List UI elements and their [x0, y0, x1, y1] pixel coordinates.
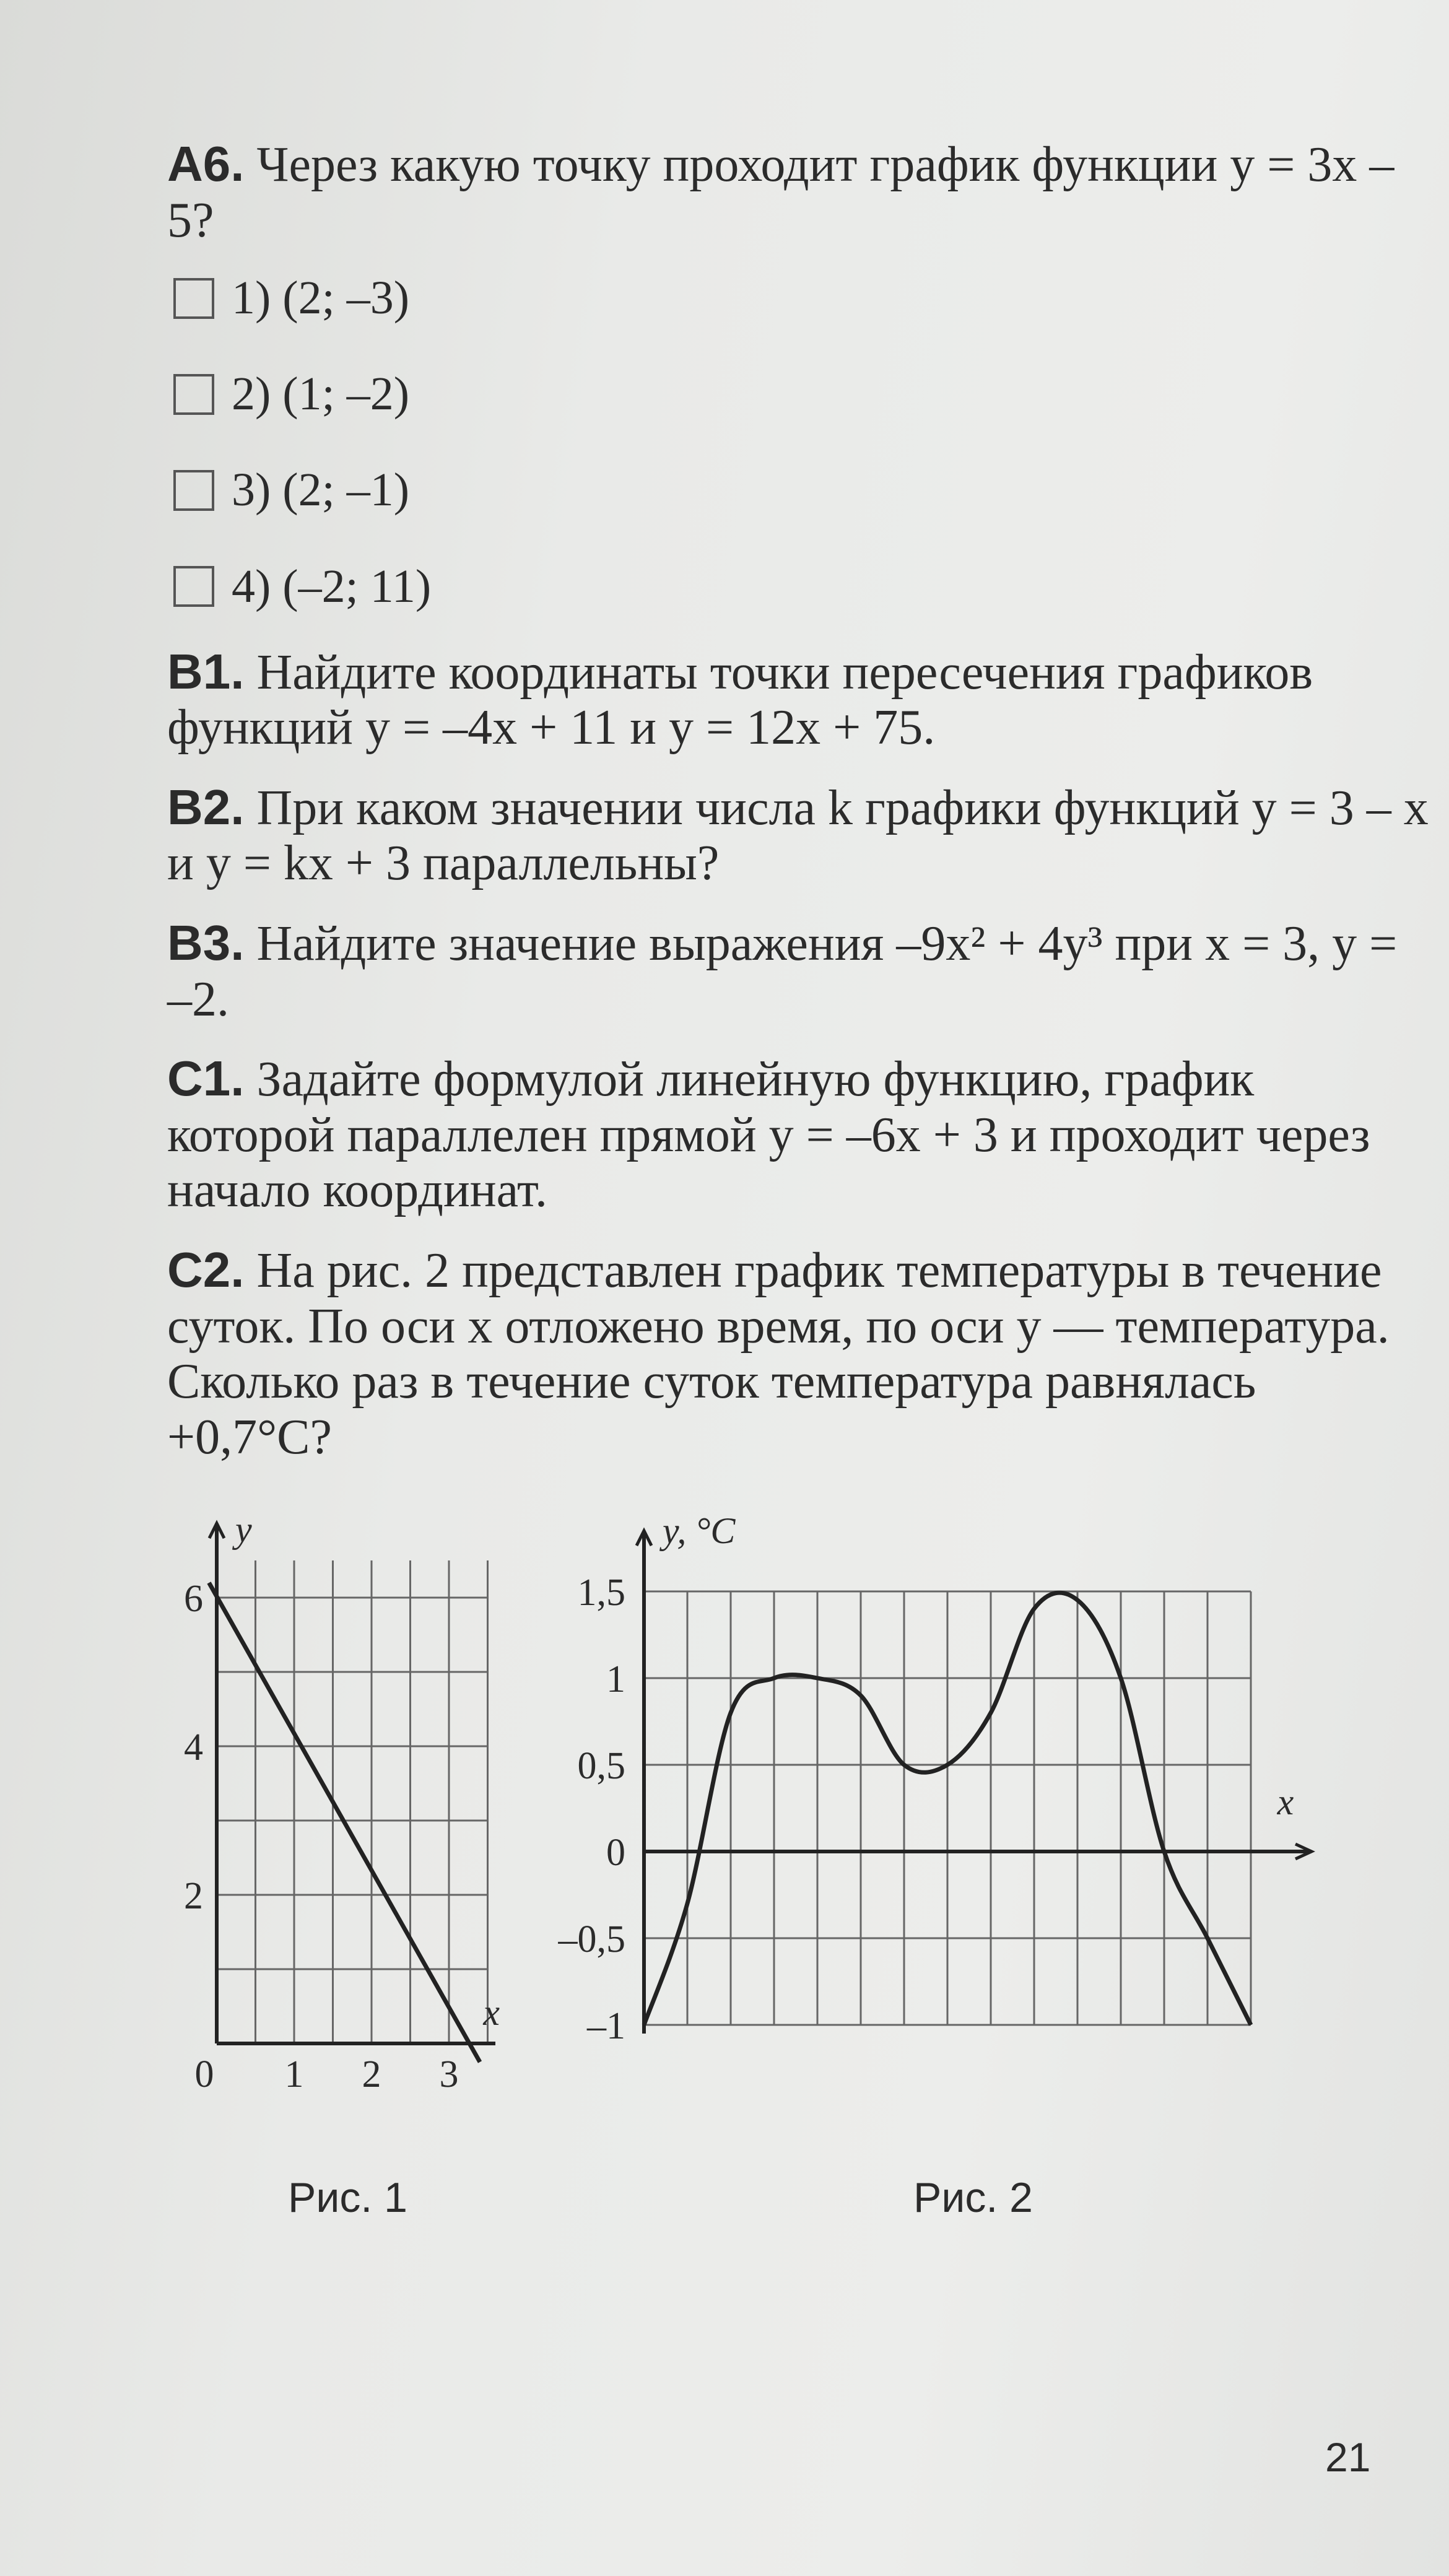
y-axis-label: y, °C: [663, 1510, 736, 1551]
task-id: B1.: [167, 643, 245, 699]
task-b1: [167, 644, 1430, 756]
checkbox[interactable]: [173, 278, 214, 319]
task-id: B2.: [167, 779, 245, 835]
task-id: А6.: [167, 136, 245, 191]
figure-1-caption: Рис. 1: [288, 2174, 407, 2221]
task-text: Найдите координаты точки пересечения графиков функций y = –4x + 11 и y = 12x + 75.: [167, 645, 1313, 755]
x-tick-label: 3: [439, 2053, 459, 2095]
y-tick-label: 0: [606, 1832, 625, 1874]
y-tick-label: –0,5: [558, 1918, 625, 1960]
option-label: 3) (2; –1): [232, 464, 410, 516]
y-tick-label: 2: [184, 1875, 203, 1917]
y-tick-label: 4: [184, 1726, 203, 1769]
page-number: 21: [1325, 2434, 1371, 2480]
option-2[interactable]: [173, 368, 1430, 420]
figure-1-chart: [167, 1509, 514, 2167]
task-text: На рис. 2 представлен график температуры в течение суток. По оси x отложено время, по оси y — температура. Сколько раз в течение суток температура равнялась +0,7°C?: [167, 1243, 1390, 1464]
task-id: C2.: [167, 1242, 245, 1297]
option-3[interactable]: [173, 464, 1430, 516]
option-label: 2) (1; –2): [232, 368, 410, 420]
y-tick-label: –1: [587, 2005, 625, 2047]
y-tick-label: 1,5: [577, 1572, 625, 1614]
x-tick-label: 1: [284, 2053, 304, 2095]
task-a6: [167, 136, 1430, 248]
task-text: Найдите значение выражения –9x² + 4y³ при x = 3, y = –2.: [167, 916, 1398, 1027]
checkbox[interactable]: [173, 566, 214, 607]
task-text: Задайте формулой линейную функцию, график которой параллелен прямой y = –6x + 3 и проходит через начало координат.: [167, 1052, 1370, 1218]
task-b2: [167, 780, 1430, 892]
y-tick-label: 1: [606, 1658, 625, 1700]
y-tick-label: 0,5: [577, 1745, 625, 1787]
figures: [167, 1509, 1406, 2291]
task-c1: [167, 1051, 1430, 1219]
y-tick-label: 6: [184, 1578, 203, 1620]
option-1[interactable]: [173, 272, 1430, 324]
option-4[interactable]: [173, 560, 1430, 613]
task-id: C1.: [167, 1051, 245, 1107]
x-tick-label: 2: [362, 2053, 381, 2095]
task-b3: [167, 915, 1430, 1027]
page-content: [167, 136, 1430, 1489]
task-text: При каком значении числа k графики функций y = 3 – x и y = kx + 3 параллельны?: [167, 780, 1429, 891]
task-text: Через какую точку проходит график функции y = 3x – 5?: [167, 137, 1395, 248]
option-label: 4) (–2; 11): [232, 560, 432, 612]
x-axis-label: x: [483, 1992, 500, 2033]
option-label: 1) (2; –3): [232, 272, 410, 324]
checkbox[interactable]: [173, 470, 214, 511]
task-c2: [167, 1242, 1430, 1465]
series-line: [209, 1583, 481, 2062]
task-id: B3.: [167, 915, 245, 970]
figure-2-chart: [551, 1510, 1418, 2167]
x-axis-label: x: [1277, 1782, 1294, 1822]
checkbox[interactable]: [173, 374, 214, 415]
y-axis-label: y: [235, 1509, 252, 1550]
figure-2-caption: Рис. 2: [913, 2174, 1033, 2221]
x-tick-label: 0: [194, 2053, 214, 2095]
